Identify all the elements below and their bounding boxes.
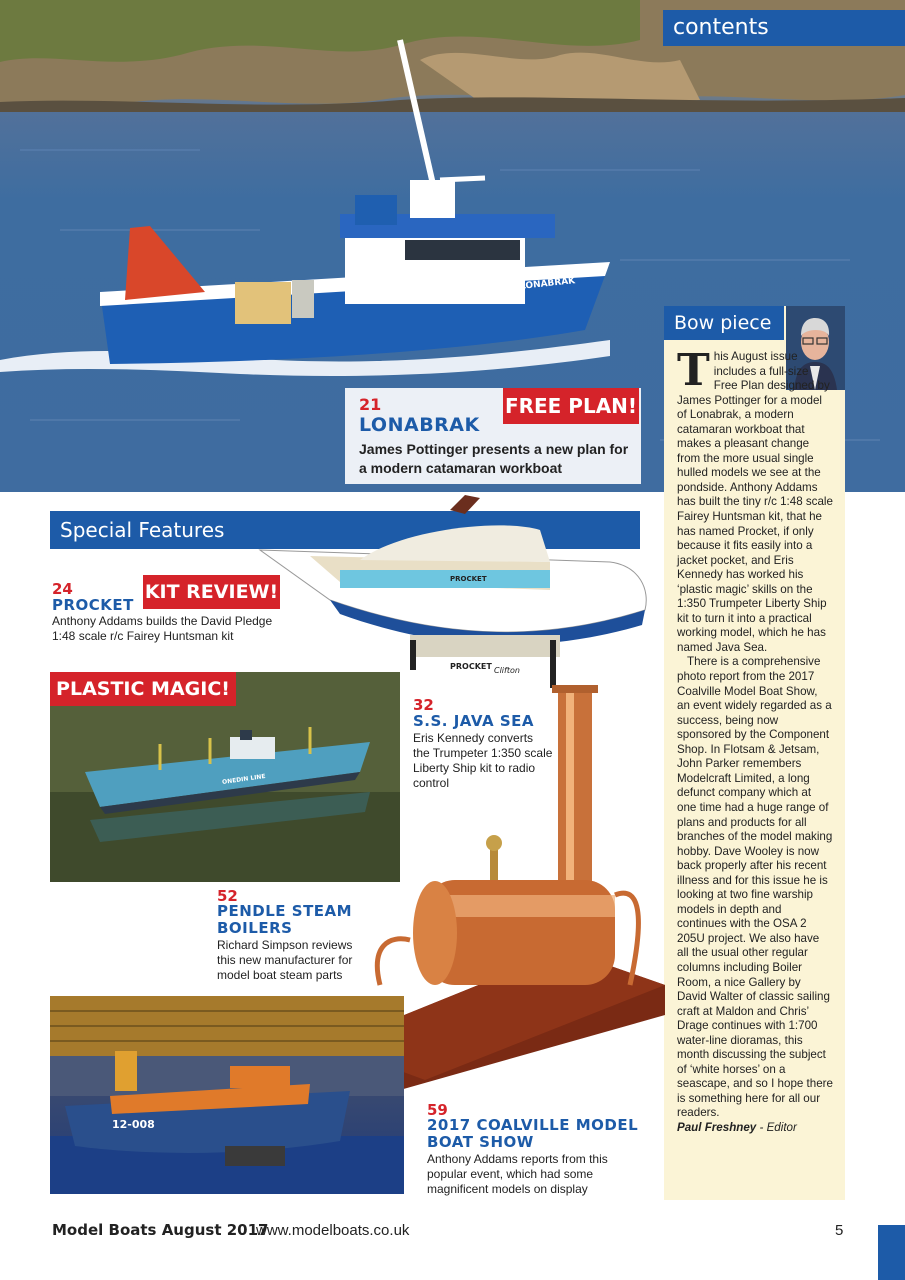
java-sea-description: Eris Kennedy converts the Trumpeter 1:350 scale Liberty Ship kit to radio control: [413, 731, 553, 790]
procket-stand-maker: Clifton: [494, 666, 520, 675]
pendle-title-line-2: BOILERS: [217, 919, 293, 937]
coalville-show-photo: [50, 996, 404, 1194]
bow-piece-text: [677, 345, 833, 1136]
coalville-show-drawing: [50, 996, 404, 1194]
page-number: 5: [835, 1222, 844, 1239]
coalville-description: Anthony Addams reports from this popular event, which had some magnificent models on display: [427, 1152, 608, 1196]
bow-piece-paragraph-2: There is a comprehensive photo report from the 2017 Coalville Model Boat Show, an event widely regarded as a success, being now sponsored by the Component Shop. In Flotsam & Jetsam, John Parker remembers Modelcraft Limited, a long defunct company which at one time had a huge range of plans and products for all branches of the model making hobby. Dave Wooley is now back properly after his recent illness and for this issue he is looking at two fine warship models in depth and continues with the OSA 2 205U project. We also have all the usual other regular columns including Boiler Room, a nice Gallery by David Walter of classic sailing craft at Maldon and Chris’ Drage continues with 1:700 water-line dioramas, this month discussing the subject of ‘white horses’ on a seascape, and so I hope there is something here for all our readers.: [677, 655, 833, 1120]
java-sea-title[interactable]: S.S. JAVA SEA: [413, 712, 534, 730]
lonabrak-title[interactable]: LONABRAK: [359, 414, 480, 436]
procket-title[interactable]: PROCKET: [52, 596, 134, 614]
special-features-heading: Special Features: [50, 511, 640, 549]
procket-hull-label: PROCKET: [450, 575, 487, 583]
footer-magazine-issue: Model Boats August 2017: [52, 1221, 269, 1239]
plastic-magic-tag: PLASTIC MAGIC!: [50, 672, 236, 706]
footer-website[interactable]: www.modelboats.co.uk: [256, 1222, 410, 1239]
pendle-page-number: 52: [217, 887, 238, 905]
editor-name: Paul Freshney: [677, 1120, 757, 1134]
pendle-title[interactable]: [217, 903, 352, 937]
pendle-title-line-1: PENDLE STEAM: [217, 902, 353, 920]
procket-description: Anthony Addams builds the David Pledge 1:48 scale r/c Fairey Huntsman kit: [52, 614, 273, 643]
procket-model-photo: [250, 490, 660, 690]
hull-name: LONABRAK: [519, 276, 576, 292]
contents-tab[interactable]: contents: [663, 10, 905, 46]
pendle-description: Richard Simpson reviews this new manufacturer for model boat steam parts: [217, 938, 353, 982]
lonabrak-page-number: 21: [359, 395, 382, 414]
drop-cap: T: [677, 345, 710, 396]
coalville-title-line-1: 2017 COALVILLE MODEL: [427, 1116, 639, 1134]
coalville-title[interactable]: [427, 1117, 638, 1151]
editor-role: - Editor: [756, 1120, 797, 1134]
free-plan-tag: FREE PLAN!: [503, 388, 639, 424]
editor-signature: [677, 1121, 833, 1136]
procket-page-number: 24: [52, 580, 73, 598]
lifeboat-number: 12-008: [112, 1118, 155, 1131]
procket-stand-label: PROCKET: [450, 662, 492, 671]
java-sea-page-number: 32: [413, 696, 434, 714]
kit-review-tag: KIT REVIEW!: [143, 575, 280, 609]
procket-model-drawing: [250, 490, 660, 690]
bow-piece-paragraph-1: his August issue includes a full-size Free Plan designed by James Pottinger for a model of Lonabrak, a modern catamaran workboat that makes a pleasant change from the more usual single hulled models we see at the pondside. Anthony Addams has built the tiny r/c 1:48 scale Fairey Huntsman kit, that he has named Procket, if only because it fits easily into a jacket pocket, and Eris Kennedy has worked his ‘plastic magic’ skills on the 1:350 Trumpeter Liberty Ship kit to turn it into a practical working model, which he has named Java Sea.: [677, 350, 833, 654]
lonabrak-description: James Pottinger presents a new plan for a modern catamaran workboat: [359, 441, 629, 476]
java-hull-label: ONEDIN LINE: [221, 772, 267, 787]
coalville-page-number: 59: [427, 1101, 448, 1119]
footer-accent-bar: [878, 1225, 905, 1280]
bow-piece-heading: Bow piece: [664, 306, 784, 340]
coalville-title-line-2: BOAT SHOW: [427, 1133, 534, 1151]
